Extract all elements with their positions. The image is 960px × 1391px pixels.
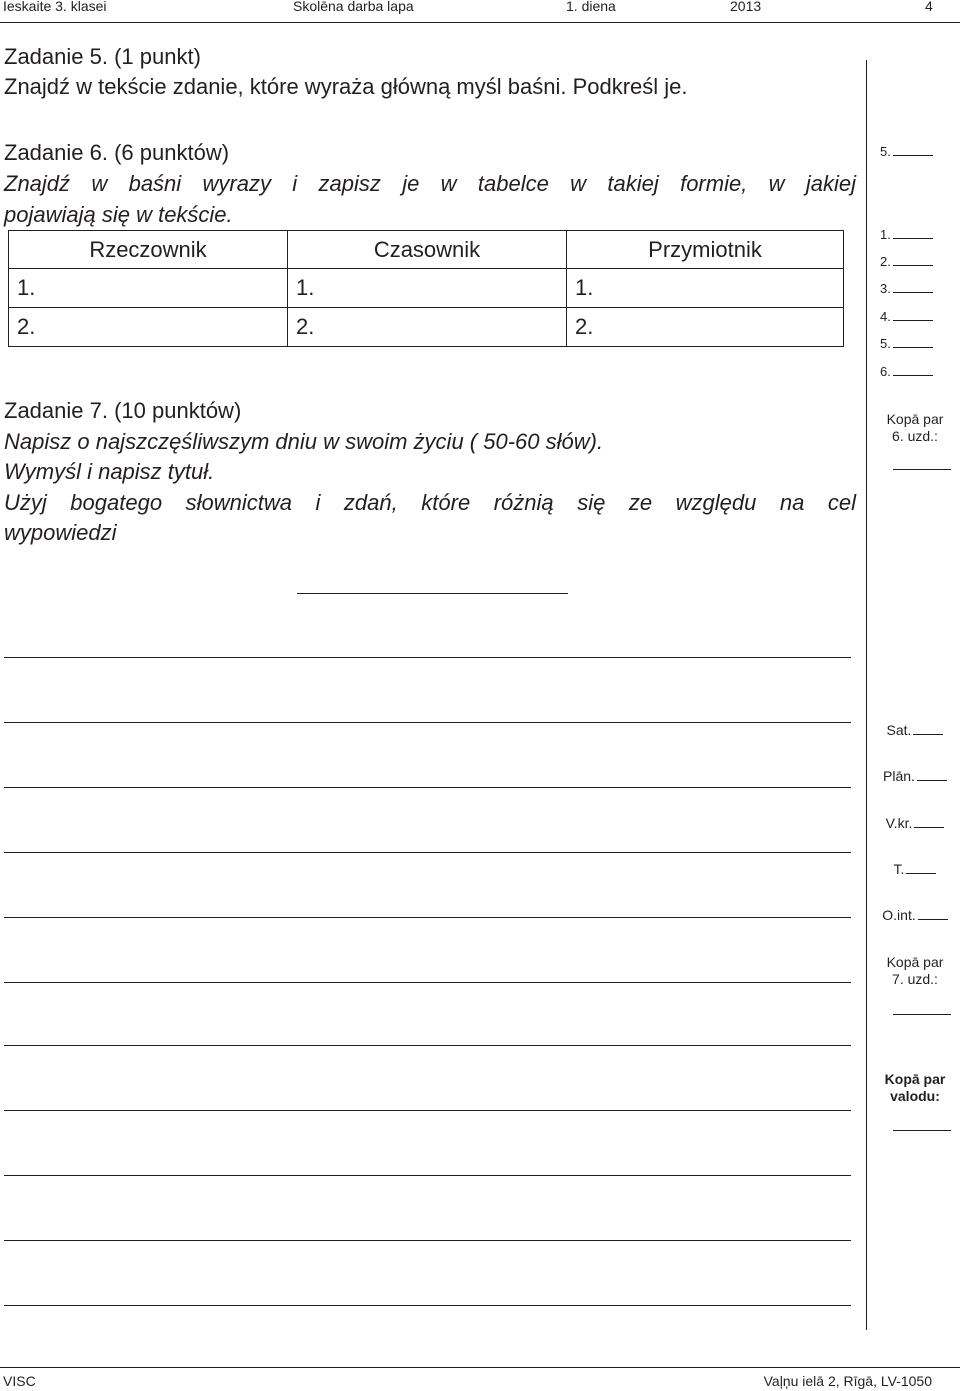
score-task6-item[interactable] bbox=[880, 254, 933, 269]
score-label: 2. bbox=[880, 254, 891, 269]
page-header bbox=[0, 0, 960, 23]
criterion-title[interactable] bbox=[870, 861, 960, 877]
score-task6-item[interactable] bbox=[880, 309, 933, 324]
answer-cell-verb-2[interactable]: 2. bbox=[288, 308, 567, 347]
writing-line[interactable] bbox=[4, 657, 851, 658]
writing-line[interactable] bbox=[4, 852, 851, 853]
task7-total-line1: Kopā par bbox=[886, 954, 944, 970]
answer-cell-noun-1[interactable]: 1. bbox=[9, 269, 288, 308]
score-label: 6. bbox=[880, 364, 891, 379]
header-sheet-name: Skolēna darba lapa bbox=[293, 0, 414, 14]
task7-instruction-line2: Wymyśl i napisz tytuł. bbox=[4, 459, 215, 484]
footer-address: Vaļņu ielā 2, Rīgā, LV-1050 bbox=[763, 1373, 932, 1389]
task6-title: Zadanie 6. bbox=[4, 140, 108, 165]
writing-line[interactable] bbox=[4, 917, 851, 918]
task7-total-label bbox=[870, 954, 960, 988]
language-total-label bbox=[870, 1071, 960, 1105]
answer-cell-noun-2[interactable]: 2. bbox=[9, 308, 288, 347]
title-writing-line[interactable] bbox=[297, 593, 568, 594]
word-table-header-row bbox=[9, 231, 844, 269]
writing-line[interactable] bbox=[4, 1240, 851, 1241]
task6-instruction-line1: Znajdź w baśni wyrazy i zapisz je w tabelce w takiej formie, w jakiej bbox=[4, 171, 856, 196]
task7-total-field[interactable] bbox=[893, 1014, 951, 1015]
language-total-line2: valodu: bbox=[890, 1088, 940, 1104]
criterion-vocabulary[interactable] bbox=[870, 815, 960, 831]
writing-line[interactable] bbox=[4, 787, 851, 788]
score-task5-label: 5. bbox=[880, 144, 891, 159]
header-verb: Czasownik bbox=[288, 231, 567, 269]
writing-line[interactable] bbox=[4, 722, 851, 723]
score-label: 3. bbox=[880, 281, 891, 296]
task7-instruction-line3: Użyj bogatego słownictwa i zdań, które różnią się ze względu na cel bbox=[4, 490, 856, 515]
criterion-content[interactable] bbox=[870, 722, 960, 738]
criterion-label: V.kr. bbox=[885, 815, 913, 831]
task6-total-field[interactable] bbox=[893, 469, 951, 470]
table-row bbox=[9, 308, 844, 347]
task6-total-label bbox=[870, 411, 960, 445]
score-label: 4. bbox=[880, 309, 891, 324]
score-task6-item[interactable] bbox=[880, 281, 933, 296]
score-task5[interactable] bbox=[880, 144, 933, 159]
task7-instruction-line4: wypowiedzi bbox=[4, 520, 117, 545]
writing-line[interactable] bbox=[4, 1305, 851, 1306]
task5-instruction: Znajdź w tekście zdanie, które wyraża główną myśl baśni. Podkreśl je. bbox=[4, 74, 688, 99]
task5-heading bbox=[4, 44, 201, 70]
task5-points: (1 punkt) bbox=[114, 44, 201, 69]
score-label: 1. bbox=[880, 227, 891, 242]
task6-total-line2: 6. uzd.: bbox=[892, 428, 938, 444]
word-table bbox=[8, 230, 844, 347]
language-total-line1: Kopā par bbox=[884, 1071, 946, 1087]
footer-org: VISC bbox=[3, 1373, 36, 1389]
score-task6-item[interactable] bbox=[880, 227, 933, 242]
task7-heading bbox=[4, 398, 241, 424]
header-noun: Rzeczownik bbox=[9, 231, 288, 269]
writing-line[interactable] bbox=[4, 1175, 851, 1176]
header-day: 1. diena bbox=[566, 0, 616, 14]
criterion-label: O.int. bbox=[882, 907, 916, 923]
criterion-label: Sat. bbox=[886, 722, 912, 738]
table-row bbox=[9, 269, 844, 308]
task6-points: (6 punktów) bbox=[114, 140, 230, 165]
task6-instruction-line2: pojawiają się w tekście. bbox=[4, 202, 233, 227]
score-task6-item[interactable] bbox=[880, 336, 933, 351]
writing-line[interactable] bbox=[4, 1045, 851, 1046]
task7-total-line2: 7. uzd.: bbox=[892, 971, 938, 987]
header-page-number: 4 bbox=[925, 0, 933, 14]
writing-line[interactable] bbox=[4, 1110, 851, 1111]
header-exam-name: Ieskaite 3. klasei bbox=[3, 0, 107, 14]
language-total-field[interactable] bbox=[893, 1130, 951, 1131]
header-adjective: Przymiotnik bbox=[567, 231, 844, 269]
task5-title: Zadanie 5. bbox=[4, 44, 108, 69]
criterion-label: T. bbox=[893, 861, 905, 877]
task7-title: Zadanie 7. bbox=[4, 398, 108, 423]
criterion-punctuation[interactable] bbox=[870, 907, 960, 923]
answer-cell-verb-1[interactable]: 1. bbox=[288, 269, 567, 308]
score-task6-item[interactable] bbox=[880, 364, 933, 379]
score-column-divider bbox=[866, 60, 867, 1330]
answer-cell-adjective-2[interactable]: 2. bbox=[567, 308, 844, 347]
task6-heading bbox=[4, 140, 229, 166]
criterion-label: Plān. bbox=[883, 768, 915, 784]
header-year: 2013 bbox=[730, 0, 762, 14]
answer-cell-adjective-1[interactable]: 1. bbox=[567, 269, 844, 308]
criterion-plan[interactable] bbox=[870, 768, 960, 784]
page-footer bbox=[0, 1367, 960, 1391]
task7-instruction-line1: Napisz o najszczęśliwszym dniu w swoim życiu ( 50-60 słów). bbox=[4, 429, 604, 454]
writing-line[interactable] bbox=[4, 982, 851, 983]
task7-points: (10 punktów) bbox=[114, 398, 242, 423]
score-label: 5. bbox=[880, 336, 891, 351]
task6-total-line1: Kopā par bbox=[886, 411, 944, 427]
